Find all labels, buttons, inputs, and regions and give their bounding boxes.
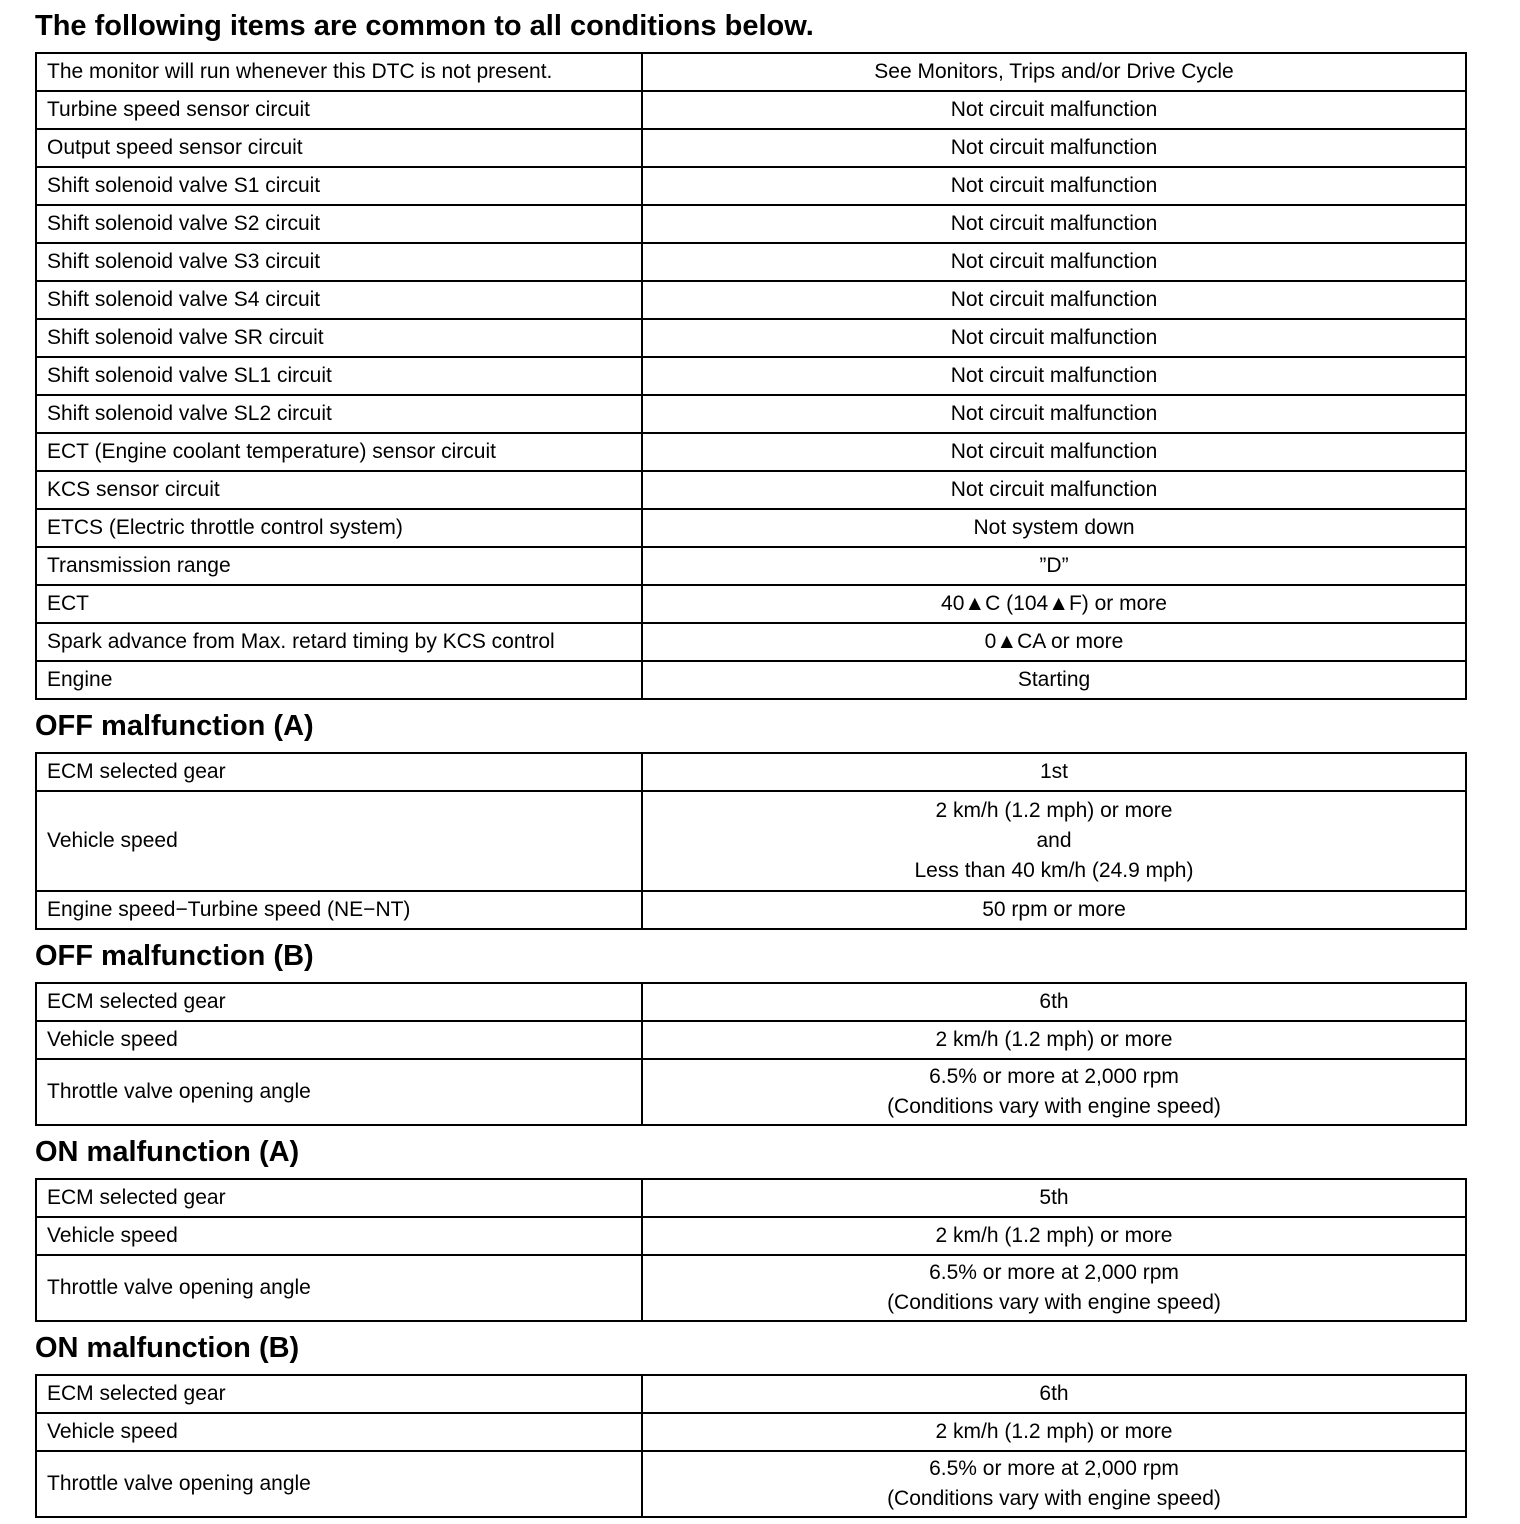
table-row	[36, 753, 1466, 791]
condition-value	[642, 547, 1466, 585]
condition-value-line: 6th	[1039, 990, 1069, 1013]
condition-item: Spark advance from Max. retard timing by KCS control	[36, 623, 642, 661]
condition-value-line: 6.5% or more at 2,000 rpm	[929, 1065, 1179, 1088]
condition-value	[642, 1451, 1466, 1517]
condition-item: ECT	[36, 585, 642, 623]
condition-value	[642, 791, 1466, 891]
condition-value	[642, 1179, 1466, 1217]
table-row	[36, 1413, 1466, 1451]
condition-value-line: 6th	[1039, 1382, 1069, 1405]
condition-item: Turbine speed sensor circuit	[36, 91, 642, 129]
condition-value-line: 40▲C (104▲F) or more	[941, 592, 1167, 615]
common-conditions-body	[36, 53, 1466, 699]
condition-value	[642, 319, 1466, 357]
condition-item: Shift solenoid valve S4 circuit	[36, 281, 642, 319]
condition-item: Throttle valve opening angle	[36, 1451, 642, 1517]
condition-value-line: Starting	[1017, 668, 1091, 691]
condition-value	[642, 129, 1466, 167]
condition-item: Vehicle speed	[36, 791, 642, 891]
condition-value-line: 6.5% or more at 2,000 rpm	[929, 1457, 1179, 1480]
condition-item: Throttle valve opening angle	[36, 1059, 642, 1125]
condition-value-line: 2 km/h (1.2 mph) or more	[935, 1224, 1173, 1247]
condition-value-line: (Conditions vary with engine speed)	[887, 1487, 1221, 1510]
condition-value	[642, 585, 1466, 623]
common-conditions-heading: The following items are common to all conditions below.	[35, 10, 814, 42]
condition-item: ECM selected gear	[36, 1375, 642, 1413]
section-table	[35, 1374, 1467, 1518]
condition-value	[642, 91, 1466, 129]
table-row	[36, 395, 1466, 433]
condition-item: KCS sensor circuit	[36, 471, 642, 509]
condition-value-line: Not circuit malfunction	[950, 250, 1158, 273]
condition-value	[642, 1217, 1466, 1255]
condition-value-line: Not circuit malfunction	[950, 174, 1158, 197]
table-row	[36, 205, 1466, 243]
section-heading: ON malfunction (A)	[35, 1136, 300, 1168]
condition-value-line: Not circuit malfunction	[950, 288, 1158, 311]
table-row	[36, 129, 1466, 167]
table-row	[36, 167, 1466, 205]
condition-value	[642, 53, 1466, 91]
condition-value-line: 2 km/h (1.2 mph) or more	[935, 1420, 1173, 1443]
condition-item: Vehicle speed	[36, 1217, 642, 1255]
condition-value	[642, 395, 1466, 433]
condition-value-line: (Conditions vary with engine speed)	[887, 1095, 1221, 1118]
table-row	[36, 585, 1466, 623]
condition-value-line: Not circuit malfunction	[950, 478, 1158, 501]
section-table	[35, 982, 1467, 1126]
condition-value-line: Not system down	[973, 516, 1135, 539]
condition-value	[642, 167, 1466, 205]
condition-value-line: ”D”	[1039, 554, 1069, 577]
condition-item: Shift solenoid valve SR circuit	[36, 319, 642, 357]
malfunction-sections	[35, 700, 1467, 1518]
table-row	[36, 661, 1466, 699]
condition-item: Shift solenoid valve S3 circuit	[36, 243, 642, 281]
condition-value-line: Not circuit malfunction	[950, 402, 1158, 425]
condition-value-line: See Monitors, Trips and/or Drive Cycle	[874, 60, 1234, 83]
section-table	[35, 1178, 1467, 1322]
condition-item: ECT (Engine coolant temperature) sensor circuit	[36, 433, 642, 471]
condition-value	[642, 1375, 1466, 1413]
condition-value-line: 0▲CA or more	[984, 630, 1124, 653]
table-row	[36, 243, 1466, 281]
table-row	[36, 1255, 1466, 1321]
condition-value-line: 50 rpm or more	[982, 898, 1126, 921]
condition-item: ETCS (Electric throttle control system)	[36, 509, 642, 547]
table-row	[36, 53, 1466, 91]
condition-value	[642, 205, 1466, 243]
table-row	[36, 1217, 1466, 1255]
section-heading: OFF malfunction (B)	[35, 940, 314, 972]
table-row	[36, 433, 1466, 471]
table-row	[36, 281, 1466, 319]
condition-item: Engine speed−Turbine speed (NE−NT)	[36, 891, 642, 929]
condition-value-line: 2 km/h (1.2 mph) or more	[935, 799, 1173, 822]
table-row	[36, 91, 1466, 129]
condition-value	[642, 471, 1466, 509]
table-row	[36, 1179, 1466, 1217]
condition-item: Output speed sensor circuit	[36, 129, 642, 167]
section-heading: ON malfunction (B)	[35, 1332, 300, 1364]
table-row	[36, 1375, 1466, 1413]
condition-value-line: 5th	[1039, 1186, 1069, 1209]
condition-value	[642, 753, 1466, 791]
condition-item: Engine	[36, 661, 642, 699]
common-conditions-table	[35, 52, 1467, 700]
condition-value-line: 6.5% or more at 2,000 rpm	[929, 1261, 1179, 1284]
condition-value	[642, 509, 1466, 547]
condition-item: Vehicle speed	[36, 1021, 642, 1059]
condition-value	[642, 891, 1466, 929]
condition-value	[642, 1413, 1466, 1451]
condition-item: The monitor will run whenever this DTC is not present.	[36, 53, 642, 91]
table-row	[36, 471, 1466, 509]
condition-value	[642, 357, 1466, 395]
table-row	[36, 357, 1466, 395]
section-table-body	[36, 753, 1466, 929]
table-row	[36, 547, 1466, 585]
condition-item: Throttle valve opening angle	[36, 1255, 642, 1321]
condition-value-line: Not circuit malfunction	[950, 440, 1158, 463]
condition-item: ECM selected gear	[36, 1179, 642, 1217]
condition-item: Shift solenoid valve SL2 circuit	[36, 395, 642, 433]
condition-value-line: (Conditions vary with engine speed)	[887, 1291, 1221, 1314]
condition-value-line: Not circuit malfunction	[950, 364, 1158, 387]
table-row	[36, 623, 1466, 661]
table-row	[36, 319, 1466, 357]
condition-value	[642, 281, 1466, 319]
condition-item: Transmission range	[36, 547, 642, 585]
table-row	[36, 891, 1466, 929]
condition-item: ECM selected gear	[36, 753, 642, 791]
condition-value-line: Not circuit malfunction	[950, 136, 1158, 159]
condition-item: ECM selected gear	[36, 983, 642, 1021]
document-page	[35, 0, 1467, 1518]
condition-value	[642, 1255, 1466, 1321]
condition-value-line: Not circuit malfunction	[950, 212, 1158, 235]
condition-value	[642, 983, 1466, 1021]
condition-value-line: Not circuit malfunction	[950, 98, 1158, 121]
table-row	[36, 509, 1466, 547]
condition-value	[642, 1059, 1466, 1125]
condition-value	[642, 433, 1466, 471]
condition-value-line: 1st	[1039, 760, 1068, 783]
section-table-body	[36, 983, 1466, 1125]
table-row	[36, 1451, 1466, 1517]
condition-value-line: 2 km/h (1.2 mph) or more	[935, 1028, 1173, 1051]
section-table	[35, 752, 1467, 930]
condition-item: Shift solenoid valve S2 circuit	[36, 205, 642, 243]
section-heading: OFF malfunction (A)	[35, 710, 314, 742]
condition-value	[642, 243, 1466, 281]
table-row	[36, 1059, 1466, 1125]
table-row	[36, 983, 1466, 1021]
condition-value	[642, 623, 1466, 661]
condition-item: Shift solenoid valve S1 circuit	[36, 167, 642, 205]
condition-value	[642, 661, 1466, 699]
section-table-body	[36, 1375, 1466, 1517]
section-table-body	[36, 1179, 1466, 1321]
condition-value-line: Not circuit malfunction	[950, 326, 1158, 349]
table-row	[36, 1021, 1466, 1059]
table-row	[36, 791, 1466, 891]
condition-item: Shift solenoid valve SL1 circuit	[36, 357, 642, 395]
condition-item: Vehicle speed	[36, 1413, 642, 1451]
condition-value-line: and	[1036, 829, 1072, 852]
condition-value-line: Less than 40 km/h (24.9 mph)	[914, 859, 1194, 882]
condition-value	[642, 1021, 1466, 1059]
